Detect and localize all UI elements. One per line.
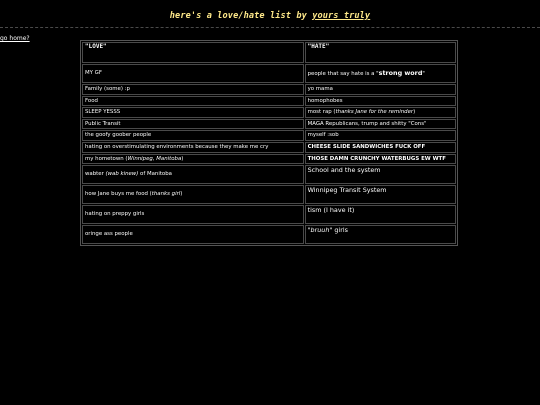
love-cell: SLEEP YESSS xyxy=(82,107,304,118)
love-text: ) xyxy=(180,191,183,198)
love-text: wabter xyxy=(85,171,106,178)
table-row xyxy=(82,185,456,204)
hate-cell xyxy=(305,107,456,118)
table-row xyxy=(82,84,456,95)
hate-cell: yo mama xyxy=(305,84,456,95)
hate-text: most rap ( xyxy=(307,109,336,116)
hate-cell: tism (I have it) xyxy=(305,205,456,224)
hate-cell: homophobes xyxy=(305,96,456,107)
love-italic: (wab kinew) xyxy=(105,171,139,178)
love-italic: thanks girl xyxy=(151,191,181,198)
table-header-row xyxy=(82,42,456,63)
author-link[interactable]: yours truly xyxy=(312,11,371,21)
table-row xyxy=(82,142,456,153)
hate-text: people that say hate is a " xyxy=(307,70,379,77)
hate-cell xyxy=(305,225,456,244)
page-title xyxy=(0,11,540,21)
love-text: of Manitoba xyxy=(138,171,172,178)
hate-cell: THOSE DAMN CRUNCHY WATERBUGS EW WTF xyxy=(305,154,456,165)
hate-cell: CHEESE SLIDE SANDWICHES FUCK OFF xyxy=(305,142,456,153)
hate-emphasis: strong word xyxy=(378,68,423,77)
hate-italic: thanks Jane for the reminder xyxy=(335,109,414,116)
love-cell xyxy=(82,185,304,204)
hate-cell: MAGA Republicans, trump and shitty "Cons" xyxy=(305,119,456,130)
hate-text: " girls xyxy=(329,226,348,235)
hate-column-header: "HATE" xyxy=(305,42,456,63)
love-hate-table xyxy=(80,40,458,246)
header-divider xyxy=(0,27,540,28)
love-text: ) xyxy=(181,155,184,162)
table-row xyxy=(82,165,456,184)
love-cell xyxy=(82,165,304,184)
table-row xyxy=(82,96,456,107)
table-row xyxy=(82,119,456,130)
page-title-text: here's a love/hate list by xyxy=(169,11,313,21)
love-cell: Food xyxy=(82,96,304,107)
hate-cell: Winnipeg Transit System xyxy=(305,185,456,204)
love-cell: Public Transit xyxy=(82,119,304,130)
love-cell: Family (some) :p xyxy=(82,84,304,95)
love-text: how Jane buys me food ( xyxy=(85,191,152,198)
hate-italic: bruuh xyxy=(310,226,330,235)
table-row xyxy=(82,64,456,83)
love-cell: hating on overstimulating environments because they make me cry xyxy=(82,142,304,153)
hate-text: ) xyxy=(413,109,416,116)
hate-cell xyxy=(305,64,456,83)
hate-cell: School and the system xyxy=(305,165,456,184)
table-row xyxy=(82,154,456,165)
hate-cell: myself :sob xyxy=(305,130,456,141)
love-cell: MY GF xyxy=(82,64,304,83)
love-cell: oringe ass people xyxy=(82,225,304,244)
table-row xyxy=(82,205,456,224)
hate-text: " xyxy=(307,226,311,235)
love-text: my hometown ( xyxy=(85,155,128,162)
hate-text: " xyxy=(422,70,425,77)
table-row xyxy=(82,130,456,141)
table-row xyxy=(82,225,456,244)
love-italic: Winnipeg, Manitoba xyxy=(127,155,182,162)
love-column-header: "LOVE" xyxy=(82,42,304,63)
table-row xyxy=(82,107,456,118)
go-home-link[interactable]: go home? xyxy=(0,35,30,42)
love-cell: hating on preppy girls xyxy=(82,205,304,224)
love-cell xyxy=(82,154,304,165)
love-cell: the goofy goober people xyxy=(82,130,304,141)
